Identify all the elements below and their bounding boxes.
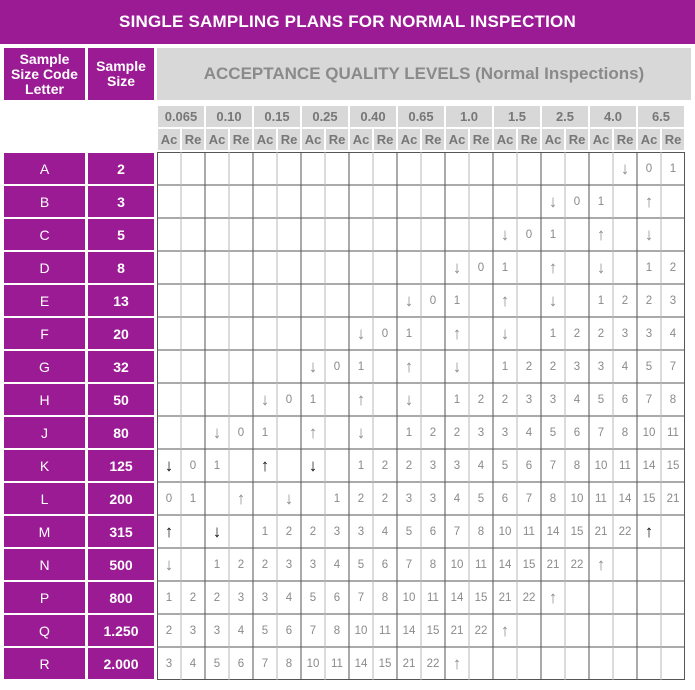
- arrow-down-icon: ↓: [596, 257, 606, 277]
- ac-value: 7: [261, 657, 269, 670]
- ac-value: 5: [213, 657, 221, 670]
- ac-value: 1: [645, 261, 653, 274]
- sample-size-cell: 800: [88, 582, 154, 613]
- ac-value: 21: [546, 558, 560, 571]
- re-value: 6: [573, 426, 581, 439]
- re-value: 15: [378, 657, 392, 670]
- ac-value: 7: [645, 393, 653, 406]
- re-value: 0: [333, 360, 341, 373]
- re-value: 7: [669, 360, 677, 373]
- aql-level-label: 0.40: [350, 106, 396, 127]
- sample-size-cell: 125: [88, 450, 154, 481]
- arrow-down-icon: ↓: [452, 257, 462, 277]
- code-letter-cell: P: [4, 582, 85, 613]
- re-value: 22: [426, 657, 440, 670]
- arrow-down-icon: ↓: [164, 554, 174, 574]
- re-value: 4: [669, 327, 677, 340]
- code-letter-cell: G: [4, 351, 85, 382]
- re-value: 2: [477, 393, 485, 406]
- arrow-up-icon: ↑: [356, 389, 366, 409]
- re-value: 6: [621, 393, 629, 406]
- ac-value: 8: [549, 492, 557, 505]
- aql-level-label: 0.10: [206, 106, 252, 127]
- re-value: 1: [333, 492, 341, 505]
- re-header: Re: [230, 129, 252, 150]
- re-value: 15: [474, 591, 488, 604]
- ac-header: Ac: [254, 129, 276, 150]
- sample-size-cell: 2: [88, 153, 154, 184]
- ac-value: 3: [213, 624, 221, 637]
- ac-value: 1: [213, 558, 221, 571]
- code-letter-cell: E: [4, 285, 85, 316]
- code-letter-cell: Q: [4, 615, 85, 646]
- ac-value: 5: [261, 624, 269, 637]
- arrow-down-icon: ↓: [308, 455, 318, 475]
- ac-value: 21: [594, 525, 608, 538]
- code-letter-cell: N: [4, 549, 85, 580]
- re-header: Re: [662, 129, 684, 150]
- re-value: 4: [477, 459, 485, 472]
- ac-value: 3: [597, 360, 605, 373]
- re-value: 3: [237, 591, 245, 604]
- arrow-down-icon: ↓: [548, 290, 558, 310]
- re-value: 0: [381, 327, 389, 340]
- ac-value: 2: [501, 393, 509, 406]
- sample-size-cell: 200: [88, 483, 154, 514]
- arrow-down-icon: ↓: [356, 323, 366, 343]
- re-value: 4: [189, 657, 197, 670]
- ac-header: Ac: [542, 129, 564, 150]
- code-letter-cell: J: [4, 417, 85, 448]
- ac-value: 2: [453, 426, 461, 439]
- code-letter-cell: D: [4, 252, 85, 283]
- ac-value: 1: [261, 525, 269, 538]
- re-value: 0: [237, 426, 245, 439]
- re-value: 8: [429, 558, 437, 571]
- ac-value: 10: [306, 657, 320, 670]
- re-value: 22: [570, 558, 584, 571]
- re-value: 2: [237, 558, 245, 571]
- ac-value: 10: [402, 591, 416, 604]
- ac-value: 21: [450, 624, 464, 637]
- re-header: Re: [374, 129, 396, 150]
- ac-value: 14: [642, 459, 656, 472]
- ac-value: 3: [165, 657, 173, 670]
- aql-level-label: 1.5: [494, 106, 540, 127]
- arrow-up-icon: ↑: [452, 653, 462, 673]
- ac-value: 3: [453, 459, 461, 472]
- sample-size-cell: 20: [88, 318, 154, 349]
- re-value: 8: [573, 459, 581, 472]
- code-letter-cell: L: [4, 483, 85, 514]
- re-value: 10: [570, 492, 584, 505]
- ac-value: 1: [405, 327, 413, 340]
- arrow-down-icon: ↓: [164, 455, 174, 475]
- aql-level-label: 0.065: [158, 106, 204, 127]
- ac-value: 1: [549, 228, 557, 241]
- ac-value: 1: [165, 591, 173, 604]
- re-value: 0: [189, 459, 197, 472]
- ac-value: 7: [357, 591, 365, 604]
- ac-value: 5: [597, 393, 605, 406]
- sample-size-cell: 2.000: [88, 648, 154, 679]
- ac-value: 1: [309, 393, 317, 406]
- ac-value: 7: [453, 525, 461, 538]
- re-header: Re: [566, 129, 588, 150]
- re-header: Re: [182, 129, 204, 150]
- aql-level-label: 6.5: [638, 106, 684, 127]
- aql-level-label: 4.0: [590, 106, 636, 127]
- ac-value: 1: [597, 195, 605, 208]
- sample-size-header: Sample Size: [88, 48, 154, 100]
- ac-header: Ac: [494, 129, 516, 150]
- re-value: 3: [477, 426, 485, 439]
- arrow-down-icon: ↓: [500, 224, 510, 244]
- ac-value: 10: [642, 426, 656, 439]
- ac-value: 3: [645, 327, 653, 340]
- code-letter-cell: F: [4, 318, 85, 349]
- arrow-up-icon: ↑: [548, 587, 558, 607]
- re-value: 4: [525, 426, 533, 439]
- re-value: 22: [618, 525, 632, 538]
- re-value: 15: [522, 558, 536, 571]
- sample-size-cell: 5: [88, 219, 154, 250]
- re-value: 3: [285, 558, 293, 571]
- ac-value: 2: [597, 327, 605, 340]
- re-value: 11: [523, 525, 535, 538]
- re-value: 4: [621, 360, 629, 373]
- ac-value: 7: [549, 459, 557, 472]
- ac-value: 5: [405, 525, 413, 538]
- aql-level-label: 0.15: [254, 106, 300, 127]
- sample-size-cell: 32: [88, 351, 154, 382]
- re-value: 3: [429, 459, 437, 472]
- aql-level-label: 0.65: [398, 106, 444, 127]
- ac-value: 1: [405, 426, 413, 439]
- arrow-up-icon: ↑: [596, 554, 606, 574]
- code-letter-cell: B: [4, 186, 85, 217]
- re-value: 8: [381, 591, 389, 604]
- sample-size-cell: 13: [88, 285, 154, 316]
- arrow-down-icon: ↓: [212, 422, 222, 442]
- re-value: 8: [333, 624, 341, 637]
- ac-header: Ac: [638, 129, 660, 150]
- re-value: 0: [525, 228, 533, 241]
- re-header: Re: [326, 129, 348, 150]
- re-value: 8: [285, 657, 293, 670]
- sample-size-cell: 3: [88, 186, 154, 217]
- re-value: 3: [525, 393, 533, 406]
- re-value: 21: [666, 492, 680, 505]
- ac-value: 2: [213, 591, 221, 604]
- arrow-down-icon: ↓: [284, 488, 294, 508]
- ac-value: 3: [405, 492, 413, 505]
- ac-value: 3: [549, 393, 557, 406]
- arrow-down-icon: ↓: [308, 356, 318, 376]
- ac-value: 1: [501, 261, 509, 274]
- ac-value: 5: [549, 426, 557, 439]
- ac-value: 1: [597, 294, 605, 307]
- ac-value: 2: [309, 525, 317, 538]
- ac-value: 2: [645, 294, 653, 307]
- code-letter-cell: H: [4, 384, 85, 415]
- arrow-up-icon: ↑: [500, 290, 510, 310]
- re-header: Re: [278, 129, 300, 150]
- ac-header: Ac: [398, 129, 420, 150]
- re-value: 1: [189, 492, 197, 505]
- re-value: 6: [333, 591, 341, 604]
- ac-value: 0: [645, 162, 653, 175]
- ac-value: 10: [594, 459, 608, 472]
- ac-value: 1: [357, 459, 365, 472]
- re-value: 0: [477, 261, 485, 274]
- ac-value: 14: [354, 657, 368, 670]
- ac-value: 1: [213, 459, 221, 472]
- ac-value: 10: [354, 624, 368, 637]
- re-value: 11: [379, 624, 391, 637]
- ac-value: 3: [501, 426, 509, 439]
- ac-header: Ac: [590, 129, 612, 150]
- re-value: 4: [573, 393, 581, 406]
- arrow-up-icon: ↑: [164, 521, 174, 541]
- sample-size-cell: 50: [88, 384, 154, 415]
- aql-level-label: 1.0: [446, 106, 492, 127]
- arrow-up-icon: ↑: [404, 356, 414, 376]
- ac-value: 1: [453, 294, 461, 307]
- sample-size-cell: 500: [88, 549, 154, 580]
- ac-value: 1: [549, 327, 557, 340]
- re-value: 11: [427, 591, 439, 604]
- ac-value: 11: [595, 492, 607, 505]
- re-value: 2: [573, 327, 581, 340]
- aql-level-label: 2.5: [542, 106, 588, 127]
- ac-value: 21: [402, 657, 416, 670]
- re-value: 5: [477, 492, 485, 505]
- ac-value: 2: [549, 360, 557, 373]
- arrow-down-icon: ↓: [548, 191, 558, 211]
- re-header: Re: [518, 129, 540, 150]
- ac-header: Ac: [158, 129, 180, 150]
- re-value: 6: [237, 657, 245, 670]
- ac-value: 6: [501, 492, 509, 505]
- ac-value: 7: [405, 558, 413, 571]
- re-value: 2: [429, 426, 437, 439]
- re-header: Re: [470, 129, 492, 150]
- ac-value: 3: [357, 525, 365, 538]
- ac-header: Ac: [206, 129, 228, 150]
- ac-value: 1: [261, 426, 269, 439]
- code-letter-cell: C: [4, 219, 85, 250]
- arrow-up-icon: ↑: [308, 422, 318, 442]
- arrow-down-icon: ↓: [452, 356, 462, 376]
- re-value: 15: [426, 624, 440, 637]
- re-value: 11: [667, 426, 679, 439]
- ac-value: 7: [309, 624, 317, 637]
- ac-header: Ac: [350, 129, 372, 150]
- code-letter-cell: R: [4, 648, 85, 679]
- re-value: 6: [381, 558, 389, 571]
- re-value: 3: [573, 360, 581, 373]
- arrow-down-icon: ↓: [260, 389, 270, 409]
- re-value: 22: [474, 624, 488, 637]
- sample-size-cell: 315: [88, 516, 154, 547]
- sample-size-cell: 80: [88, 417, 154, 448]
- ac-value: 3: [309, 558, 317, 571]
- arrow-down-icon: ↓: [356, 422, 366, 442]
- re-value: 7: [525, 492, 533, 505]
- ac-value: 15: [642, 492, 656, 505]
- re-value: 8: [477, 525, 485, 538]
- ac-value: 5: [357, 558, 365, 571]
- ac-header: Ac: [446, 129, 468, 150]
- re-value: 11: [331, 657, 343, 670]
- page-title: SINGLE SAMPLING PLANS FOR NORMAL INSPECTION: [0, 0, 695, 44]
- ac-value: 14: [450, 591, 464, 604]
- arrow-down-icon: ↓: [404, 290, 414, 310]
- sample-size-cell: 1.250: [88, 615, 154, 646]
- re-value: 3: [333, 525, 341, 538]
- code-letter-cell: A: [4, 153, 85, 184]
- arrow-up-icon: ↑: [452, 323, 462, 343]
- re-value: 2: [525, 360, 533, 373]
- re-value: 3: [189, 624, 197, 637]
- ac-value: 2: [357, 492, 365, 505]
- re-header: Re: [614, 129, 636, 150]
- code-letter-cell: K: [4, 450, 85, 481]
- re-value: 2: [189, 591, 197, 604]
- arrow-up-icon: ↑: [548, 257, 558, 277]
- ac-value: 2: [405, 459, 413, 472]
- re-value: 6: [285, 624, 293, 637]
- re-value: 4: [333, 558, 341, 571]
- code-letter-header: Sample Size Code Letter: [4, 48, 85, 100]
- ac-value: 0: [165, 492, 173, 505]
- arrow-up-icon: ↑: [500, 620, 510, 640]
- arrow-up-icon: ↑: [644, 191, 654, 211]
- re-value: 3: [669, 294, 677, 307]
- ac-value: 10: [498, 525, 512, 538]
- re-value: 6: [525, 459, 533, 472]
- ac-value: 5: [309, 591, 317, 604]
- arrow-down-icon: ↓: [620, 158, 630, 178]
- arrow-up-icon: ↑: [596, 224, 606, 244]
- re-value: 0: [285, 393, 293, 406]
- aql-header: ACCEPTANCE QUALITY LEVELS (Normal Inspections): [157, 48, 691, 100]
- re-value: 2: [381, 492, 389, 505]
- re-value: 15: [570, 525, 584, 538]
- re-value: 3: [429, 492, 437, 505]
- re-value: 11: [475, 558, 487, 571]
- sample-size-cell: 8: [88, 252, 154, 283]
- ac-value: 1: [453, 393, 461, 406]
- re-value: 4: [381, 525, 389, 538]
- re-value: 14: [618, 492, 632, 505]
- re-value: 8: [669, 393, 677, 406]
- ac-value: 1: [357, 360, 365, 373]
- re-value: 4: [285, 591, 293, 604]
- re-value: 15: [666, 459, 680, 472]
- re-value: 0: [573, 195, 581, 208]
- ac-value: 2: [165, 624, 173, 637]
- re-value: 1: [669, 162, 677, 175]
- arrow-up-icon: ↑: [260, 455, 270, 475]
- re-value: 8: [621, 426, 629, 439]
- re-value: 2: [669, 261, 677, 274]
- ac-value: 14: [546, 525, 560, 538]
- plan-grid: [157, 152, 685, 680]
- re-value: 4: [237, 624, 245, 637]
- re-value: 11: [619, 459, 631, 472]
- re-value: 2: [285, 525, 293, 538]
- arrow-down-icon: ↓: [644, 224, 654, 244]
- arrow-up-icon: ↑: [236, 488, 246, 508]
- re-value: 22: [522, 591, 536, 604]
- re-value: 6: [429, 525, 437, 538]
- ac-value: 5: [645, 360, 653, 373]
- re-value: 2: [621, 294, 629, 307]
- arrow-down-icon: ↓: [500, 323, 510, 343]
- ac-value: 10: [450, 558, 464, 571]
- ac-value: 3: [261, 591, 269, 604]
- ac-value: 2: [261, 558, 269, 571]
- arrow-down-icon: ↓: [212, 521, 222, 541]
- aql-level-label: 0.25: [302, 106, 348, 127]
- re-value: 3: [621, 327, 629, 340]
- ac-value: 14: [498, 558, 512, 571]
- ac-value: 7: [597, 426, 605, 439]
- re-value: 2: [381, 459, 389, 472]
- ac-value: 4: [453, 492, 461, 505]
- ac-value: 14: [402, 624, 416, 637]
- re-value: 0: [429, 294, 437, 307]
- re-header: Re: [422, 129, 444, 150]
- ac-value: 1: [501, 360, 509, 373]
- arrow-up-icon: ↑: [644, 521, 654, 541]
- arrow-down-icon: ↓: [404, 389, 414, 409]
- ac-header: Ac: [302, 129, 324, 150]
- ac-value: 5: [501, 459, 509, 472]
- code-letter-cell: M: [4, 516, 85, 547]
- ac-value: 21: [498, 591, 512, 604]
